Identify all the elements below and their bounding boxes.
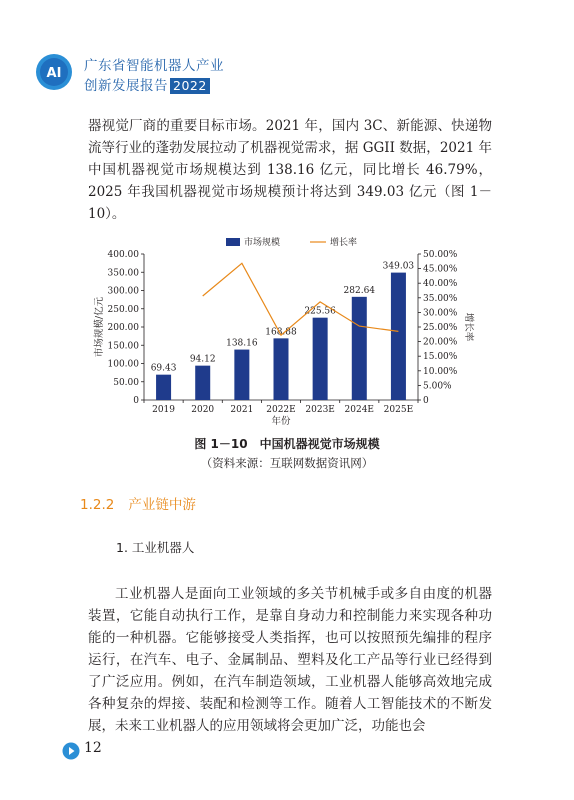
growth-rate-line [203, 263, 399, 338]
legend-bar-swatch [226, 238, 240, 246]
figure-caption: 图 1－10 中国机器视觉市场规模 [194, 437, 380, 451]
page-number: 12 [84, 740, 102, 756]
header-title-line2-text: 创新发展报告 [84, 78, 168, 94]
bar-2025E [391, 273, 406, 400]
y-tick-label: 400.00 [107, 250, 139, 260]
y2-tick-label: 10.00% [423, 366, 458, 377]
y-tick-label: 50.00 [113, 377, 139, 388]
section-title-text: 产业链中游 [128, 497, 196, 513]
market-chart-svg [88, 232, 492, 438]
bar-2022E [274, 338, 289, 400]
y2-tick-label: 30.00% [423, 308, 458, 319]
play-arrow-icon [62, 742, 80, 760]
bar-value-label: 168.88 [265, 327, 297, 338]
x-tick-label: 2020 [191, 405, 215, 415]
y-tick-label: 150.00 [107, 341, 139, 352]
x-tick-label: 2023E [305, 405, 335, 415]
section-heading [80, 493, 196, 513]
y-tick-label: 350.00 [107, 268, 139, 279]
ai-logo-icon [34, 52, 74, 92]
market-chart [88, 232, 492, 438]
intro-paragraph: 器视觉厂商的重要目标市场。2021 年，国内 3C、新能源、快递物流等行业的蓬勃发展拉动了机器视觉需求，据 GGII 数据，2021 年中国机器视觉市场规模达到 138.16 亿元，同比增长 46.79%，2025 年我国机器视觉市场规模预计将达到 349.03 亿元（图 1－10）。 [88, 118, 492, 222]
bar-2024E [352, 297, 367, 400]
y2-tick-label: 25.00% [423, 323, 458, 333]
y2-tick-label: 35.00% [423, 293, 458, 304]
y2-axis-title: 增长率 [463, 312, 474, 342]
y2-tick-label: 40.00% [423, 279, 458, 290]
x-tick-label: 2019 [152, 405, 176, 415]
header-title-line1: 广东省智能机器人产业 [84, 58, 224, 74]
logo-text: AI [46, 66, 62, 81]
bar-value-label: 138.16 [226, 338, 258, 349]
bar-value-label: 282.64 [343, 285, 376, 296]
x-tick-label: 2024E [344, 405, 375, 415]
x-tick-label: 2025E [383, 405, 414, 415]
bar-value-label: 225.56 [304, 306, 336, 317]
y2-tick-label: 0 [423, 396, 429, 406]
bar-2019 [156, 375, 171, 400]
header-title-line2 [84, 74, 210, 94]
year-badge: 2022 [170, 78, 210, 94]
y2-tick-label: 20.00% [423, 337, 458, 348]
bar-value-label: 94.12 [189, 354, 216, 365]
y-tick-label: 100.00 [107, 359, 139, 370]
legend-line-label: 增长率 [330, 238, 358, 248]
y2-tick-label: 45.00% [423, 264, 458, 275]
y-tick-label: 300.00 [107, 286, 139, 297]
subsection-heading: 1. 工业机器人 [116, 540, 195, 555]
bar-value-label: 69.43 [150, 363, 177, 374]
legend-bar-label: 市场规模 [244, 238, 281, 248]
y-axis-title: 市场规模/亿元 [94, 296, 105, 358]
x-axis-title: 年份 [271, 416, 291, 427]
figure-source: （资料来源：互联网数据资讯网） [200, 456, 374, 470]
bar-2023E [313, 318, 328, 400]
bar-value-label: 349.03 [382, 261, 415, 272]
page-header [12, 46, 312, 102]
section-number: 1.2.2 [80, 497, 115, 513]
x-tick-label: 2021 [230, 405, 254, 415]
bar-2020 [195, 366, 210, 400]
x-tick-label: 2022E [266, 405, 296, 415]
y-tick-label: 0 [133, 396, 139, 406]
y-tick-label: 250.00 [107, 304, 139, 315]
y2-tick-label: 15.00% [423, 352, 458, 363]
y2-tick-label: 5.00% [423, 381, 452, 392]
y2-tick-label: 50.00% [423, 250, 458, 260]
y-tick-label: 200.00 [107, 323, 139, 333]
body-paragraph: 工业机器人是面向工业领域的多关节机械手或多自由度的机器装置，它能自动执行工作，是靠自身动力和控制能力来实现各种功能的一种机器。它能够接受人类指挥，也可以按照预先编排的程序运行，在汽车、电子、金属制品、塑料及化工产品等行业已经得到了广泛应用。例如，在汽车制造领域，工业机器人能够高效地完成各种复杂的焊接、装配和检测等工作。随着人工智能技术的不断发展，未来工业机器人的应用领域将会更加广泛，功能也会 [88, 586, 492, 734]
bar-2021 [234, 350, 249, 400]
